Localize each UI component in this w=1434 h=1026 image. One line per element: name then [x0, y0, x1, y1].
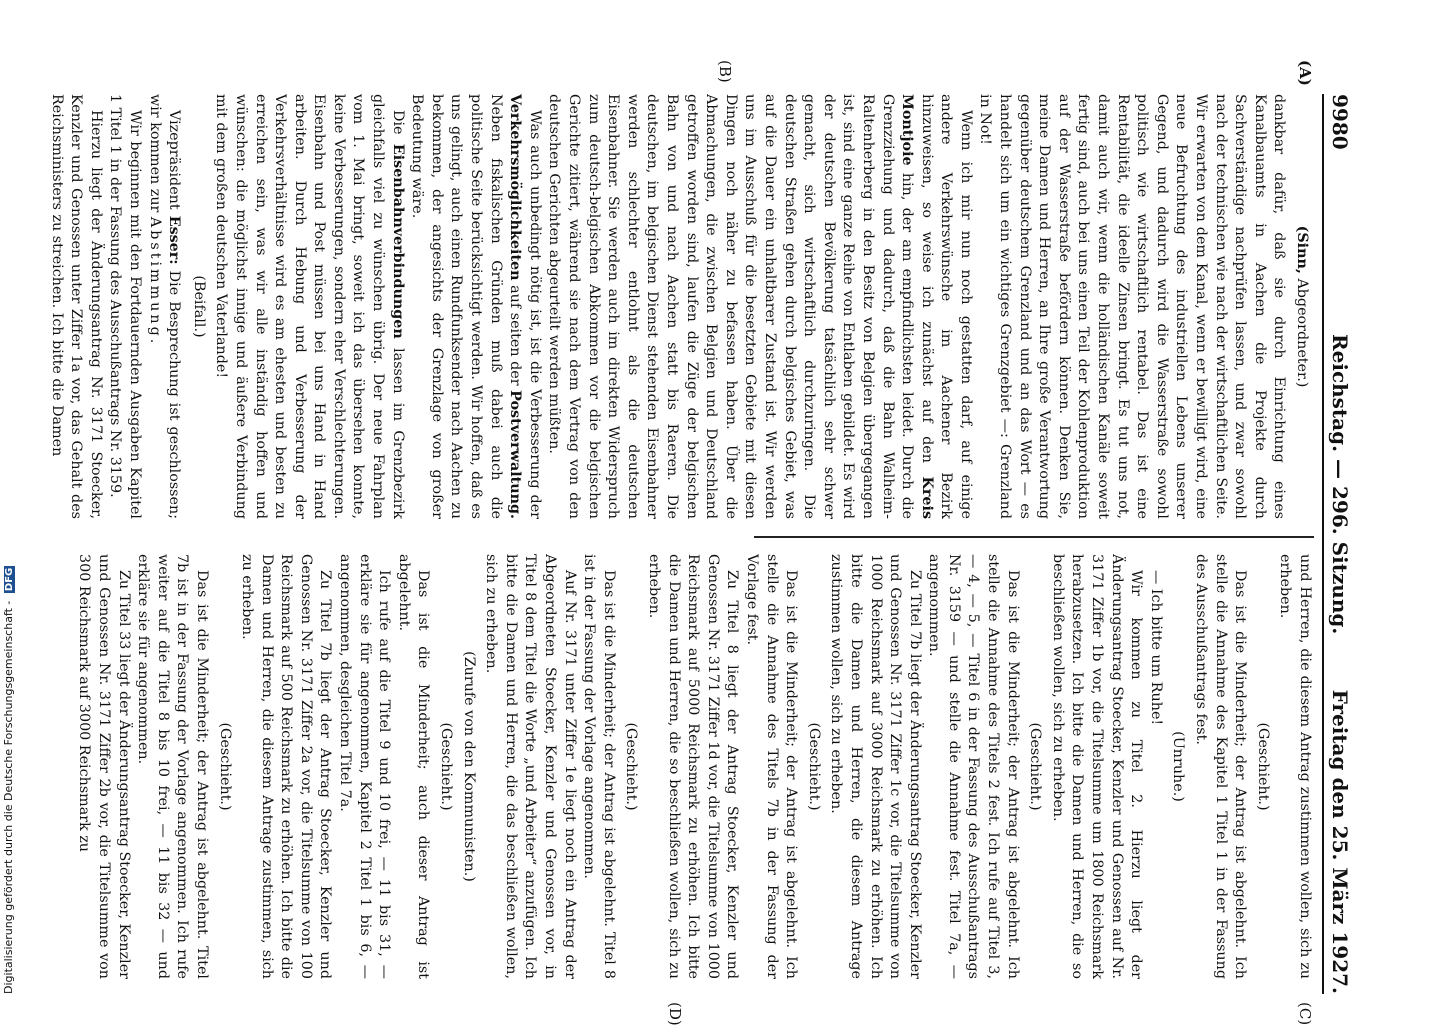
text-run: Die Besprechung ist geschlossen; wir kommen zur	[146, 94, 183, 519]
margin-mark-b: (B)	[716, 60, 734, 83]
stage-note: (Geschieht.)	[805, 722, 822, 811]
bold-term: Postverwaltung.	[507, 390, 524, 519]
header-session: Reichstag. — 296. Sitzung.	[1328, 334, 1352, 635]
stage-note: (Geschieht.)	[623, 722, 640, 811]
speaker-name: Esser:	[166, 215, 183, 265]
margin-mark-a: (A)	[1296, 60, 1314, 86]
paragraph: und Herren, die diesem Antrag zustimmen wollen, sich zu erheben.	[1277, 554, 1313, 979]
header-date: Freitag den 25. März 1927.	[1328, 689, 1352, 994]
paragraph: Das ist die Minderheit; der Antrag ist abgelehnt. Ich stelle die Annahme des Kapitel 1 Titel 1 in der Fassung des Ausschußantrags fest.	[1193, 554, 1249, 979]
funding-credit	[2, 4, 16, 994]
paragraph: Wir beginnen mit den Fortdauernden Ausgaben Kapitel 1 Titel 1 in der Fassung des Ausschußantrags Nr. 3159.	[107, 94, 143, 519]
paragraph: Auf Nr. 3171 unter Ziffer 1e liegt noch ein Antrag der Abgeordneten Stoecker, Kenzler und Genossen vor, in Titel 8 dem Titel die Worte „und Arbeiter“ anzufügen. Ich bitte die Damen und Herren, die das beschließen wollen, sich zu erheben.	[483, 554, 578, 979]
paragraph: Zu Titel 8 liegt der Antrag Stoecker, Kenzler und Genossen Nr. 3171 Ziffer 1d vor, die Titelsumme von 1000 Reichsmark auf 5000 Reichsmark zu erhöhen. Ich bitte die Damen und Herren, die so beschließen wollen, sich zu erheben.	[646, 554, 741, 979]
left-column	[24, 94, 1314, 519]
text-run: auf seiten der	[507, 285, 524, 386]
text-run: Vizepräsident	[166, 110, 183, 210]
paragraph: Das ist die Minderheit; auch dieser Antrag ist abgelehnt.	[395, 554, 432, 979]
stage-note: (Geschieht.)	[216, 722, 233, 811]
text-run: lassen im Grenzbezirk gleichfalls viel zu wünschen übrig. Der neue Fahrplan vom 1. Mai bringt, soweit ich das übersehen konnte, keine Verbesserungen, sondern eher Verschlechterungen. Eisenbahn und Post müssen bei uns Hand in Hand arbeiten. Durch Hebung und Verbesserung der Verkehrsverhältnisse wird es am ehesten und besten zu erreichen sein, was wir alle inständig hoffen und wünschen: die möglichst innige und äußere Verbindung mit dem großen deutschen Vaterlande!	[213, 94, 406, 519]
column-divider	[754, 536, 1314, 538]
paragraph	[544, 94, 975, 519]
paragraph	[211, 94, 407, 519]
stage-note: (Geschieht.)	[1254, 722, 1271, 811]
text-run: Wenn ich mir nun noch gestatten darf, auf einige andere Verkehrswünsche im Aachener Bezirk hinzuweisen, so weise ich zunächst auf den	[918, 94, 974, 519]
funding-credit-text: Digitalisierung gefördert durch die Deutsche Forschungsgemeinschaft -	[2, 600, 15, 994]
paragraph: Wir kommen zu Titel 2. Hierzu liegt der Änderungsantrag Stoecker, Kenzler und Genossen auf Nr. 3171 Ziffer 1b vor, die Titelsumme um 1800 Reichsmark herabzusetzen. Ich bitte die Damen und Herren, die so beschließen wollen, sich zu erheben.	[1049, 554, 1145, 979]
stage-note: (Geschieht.)	[1027, 722, 1044, 811]
paragraph: Hierzu liegt der Änderungsantrag Nr. 3171 Stoecker, Kenzler und Genossen unter Ziffer 1a vor, das Gehalt des Reichsministers zu streichen. Ich bitte die Damen	[48, 94, 104, 519]
stage-note: (Unruhe.)	[1170, 731, 1187, 802]
text-run: Was auch unbedingt nötig ist, ist die Verbesserung der	[526, 110, 543, 519]
paragraph: Zu Titel 7b liegt der Änderungsantrag Stoecker, Kenzler und Genossen Nr. 3171 Ziffer 1c vor, die Titelsumme von 1000 Reichsmark auf 3000 Reichsmark zu erhöhen. Ich bitte die Damen und Herren, die diesem Antrage zustimmen wollen, sich zu erheben.	[828, 554, 923, 979]
margin-mark-d: (D)	[666, 1002, 684, 1026]
rotated-document-page	[12, 60, 1354, 1026]
paragraph	[144, 94, 183, 519]
speaker-role: Abgeordneter.)	[1294, 278, 1310, 388]
text-run: hin, der am empfindlichsten leidet. Durch die Grenzziehung und dadurch, daß die Bahn Walheim-Raltenherberg in den Besitz von Belgien übergegangen ist, sind eine ganze Reihe von Entlaben gebildet. Es wird der deutschen Bevölkerung tatsächlich sehr schwer gemacht, sich wirtschaftlich durchzuringen. Die deutschen Straßen gehen durch belgisches Gebiet, was auf die Dauer ein unhaltbarer Zustand ist. Wir werden uns im Ausschuß für die besetzten Gebiete mit diesen Dingen noch näher zu befassen haben. Über die Abmachungen, die zwischen Belgien und Deutschland getroffen worden sind, laufen die Züge der belgischen Bahn von und nach Aachen statt bis Raeren. Die deutschen, im belgischen Dienst stehenden Eisenbahner werden schlechter entlohnt als die deutschen Eisenbahner. Sie werden auch im direkten Widerspruch zum deutsch-belgischen Abkommen vor die belgischen Gerichte zitiert, während sie nach dem Vertrag von den deutschen Gerichten abgeurteilt werden müßten.	[546, 94, 916, 519]
spaced-term: Abstimmung.	[146, 216, 163, 347]
paragraph: dankbar dafür, daß sie durch Einrichtung eines Kanalbauamts in Aachen die Projekte durch Sachverständige nachprüfen lassen, und zwar sowohl nach der technischen wie nach der wirtschaftlichen Seite. Wir erwarten von dem Kanal, wenn er bewilligt wird, eine neue Befruchtung des industriellen Lebens unserer Gegend, und dadurch wird die Wasserstraße sowohl politisch wie wirtschaftlich rentabel. Das ist eine Rentabilität, die ideelle Zinsen bringt. Es tut uns not, damit auch wir, wenn die holländischen Kanäle soweit fertig sind, auch bei uns einen Teil der Kohlenproduktion auf der Wasserstraße befördern können. Denken Sie, meine Damen und Herren, an Ihre große Verantwortung gegenüber deutschem Grenzland und an das Wort — es handelt sich um ein wichtiges Grenzgebiet —: Grenzland in Not!	[977, 94, 1288, 519]
bold-term: Kreis Montjoie	[899, 94, 935, 519]
paragraph	[407, 94, 544, 519]
text-run: Neben fiskalischen Gründen muß dabei auch die politische Seite berücksichtigt werden. Wir hoffen, daß es uns gelingt, auch einen Rundfunksender nach Aachen zu bekommen, der angesichts der Grenzlage von großer Bedeutung wäre.	[409, 94, 504, 519]
bold-term: Eisenbahnverbindungen	[389, 143, 406, 339]
paragraph: Zu Titel 33 liegt der Änderungsantrag Stoecker, Kenzler und Genossen Nr. 3171 Ziffer 2b vor, die Titelsumme von 300 Reichsmark auf 3000 Reichsmark zu	[76, 554, 132, 979]
paragraph: Das ist die Minderheit; der Antrag ist abgelehnt. Ich stelle die Annahme des Titels 2 fest. Ich rufe auf Titel 3, — 4, — 5, — Titel 6 in der Fassung des Ausschußantrags Nr. 3159 — und stelle die Annahme fest. Titel 7a, — angenommen.	[926, 554, 1021, 979]
paragraph: Das ist die Minderheit; der Antrag ist abgelehnt. Titel 8 ist in der Fassung der Vorlage angenommen.	[581, 554, 617, 979]
paragraph: Zu Titel 7b liegt der Antrag Stoecker, Kenzler und Genossen Nr. 3171 Ziffer 2a vor, die Titelsumme von 100 Reichsmark auf 500 Reichsmark zu erhöhen. Ich bitte die Damen und Herren, die diesem Antrage zustimmen, sich zu erheben.	[239, 554, 334, 979]
paragraph: Das ist die Minderheit; der Antrag ist abgelehnt. Ich stelle die Annahme des Titels 7b in der Fassung der Vorlage fest.	[743, 554, 800, 979]
applause-note: (Beifall.)	[190, 275, 207, 338]
right-column	[24, 554, 1314, 979]
speaker-line	[1291, 94, 1311, 519]
dfg-logo: DFG	[4, 567, 15, 592]
speaker-name: (Sinn,	[1294, 225, 1310, 274]
text-run: Die	[389, 110, 406, 135]
page-number: 9980	[1328, 94, 1352, 150]
paragraph: — Ich bitte um Ruhe!	[1147, 570, 1164, 726]
margin-mark-c: (C)	[1296, 1002, 1314, 1026]
bold-term: Verkehrsmöglichkeiten	[507, 94, 524, 281]
page-header	[1322, 94, 1354, 994]
paragraph: Ich rufe auf die Titel 9 und 10 frei, — 11 bis 31, — erkläre sie für angenommen, Kapitel 2 Titel 1 bis 6, — angenommen, desgleichen Titel 7a.	[337, 554, 393, 979]
paragraph: Das ist die Minderheit; der Antrag ist abgelehnt. Titel 7b ist in der Fassung der Vorlage angenommen. Ich rufe weiter auf die Titel 8 bis 10 frei, — 11 bis 32 — und erkläre sie für angenommen.	[135, 554, 210, 979]
stage-note: (Zurufe von den Kommunisten.)	[460, 651, 477, 882]
stage-note: (Geschieht.)	[438, 722, 455, 811]
